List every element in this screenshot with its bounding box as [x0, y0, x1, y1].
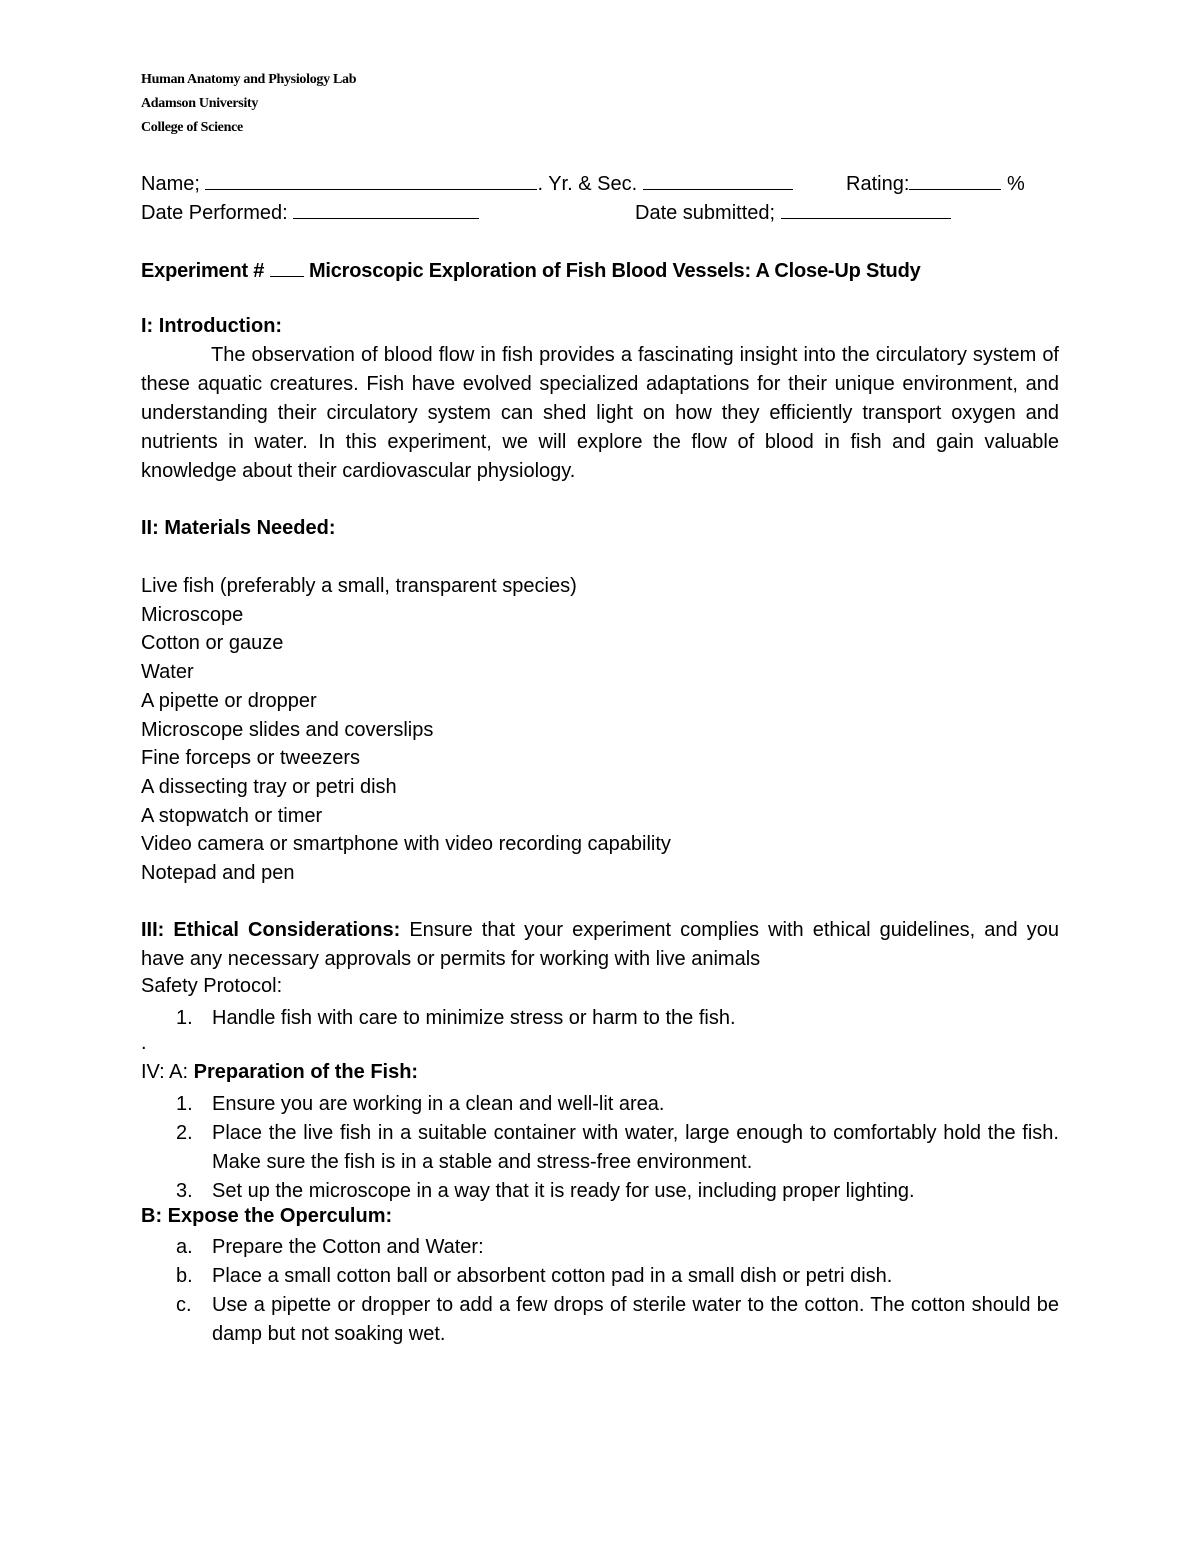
material-item: Cotton or gauze [141, 632, 284, 655]
date-submitted-blank [781, 200, 951, 219]
list-marker: b. [176, 1265, 193, 1287]
prep-list [141, 1090, 1059, 1206]
header-course: Human Anatomy and Physiology Lab [141, 72, 357, 87]
list-marker: 3. [176, 1180, 193, 1202]
experiment-prefix: Experiment # [141, 260, 265, 282]
list-item-text: Prepare the Cotton and Water: [212, 1236, 484, 1258]
intro-heading: I: Introduction: [141, 315, 283, 337]
experiment-number-blank [270, 258, 304, 277]
material-item: Live fish (preferably a small, transparent species) [141, 575, 577, 597]
ethics-body: Ensure that your experiment complies with ethical guidelines, and you have any necessary approvals or permits for working with live animals [141, 919, 1059, 970]
material-item: Microscope slides and coverslips [141, 718, 434, 741]
material-item: Video camera or smartphone with video recording capability [141, 833, 671, 856]
list-item-text: Use a pipette or dropper to add a few drops of sterile water to the cotton. The cotton should be damp but not soaking wet. [212, 1294, 1059, 1345]
material-item: Water [141, 661, 194, 684]
rating-suffix: % [1006, 173, 1025, 195]
experiment-title [141, 258, 921, 283]
list-item-text: Ensure you are working in a clean and well-lit area. [212, 1093, 665, 1115]
list-marker: 1. [176, 1093, 193, 1115]
ethics-paragraph [141, 916, 1059, 974]
list-item-text: Place a small cotton ball or absorbent cotton pad in a small dish or petri dish. [212, 1265, 893, 1287]
name-field [141, 171, 793, 196]
rating-field [846, 171, 1025, 196]
prep-heading [141, 1061, 418, 1084]
prep-heading-text: Preparation of the Fish: [193, 1061, 419, 1083]
list-item [141, 1291, 1059, 1349]
rating-blank [909, 171, 1001, 190]
name-label: Name; [141, 173, 200, 195]
safety-list [141, 1004, 1059, 1033]
list-marker: c. [176, 1294, 192, 1316]
material-item: A stopwatch or timer [141, 804, 323, 827]
list-item [141, 1090, 1059, 1119]
materials-list [141, 572, 671, 888]
intro-body: The observation of blood flow in fish provides a fascinating insight into the circulatory system of these aquatic creatures. Fish have evolved specialized adaptations for their unique environment, and understanding their circulatory system can shed light on how they efficiently transport oxygen and nutrients in water. In this experiment, we will explore the flow of blood in fish and gain valuable knowledge about their cardiovascular physiology. [141, 344, 1059, 482]
name-blank [205, 171, 537, 190]
list-item [141, 1233, 1059, 1262]
yr-sec-blank [643, 171, 793, 190]
list-marker: 2. [176, 1122, 193, 1144]
list-item [141, 1004, 1059, 1033]
operculum-list [141, 1233, 1059, 1349]
safety-protocol-label: Safety Protocol: [141, 975, 283, 997]
list-item [141, 1119, 1059, 1177]
experiment-title-text: Microscopic Exploration of Fish Blood Vessels: A Close-Up Study [308, 260, 921, 282]
list-item [141, 1177, 1059, 1206]
date-performed-blank [293, 200, 479, 219]
material-item: Fine forceps or tweezers [141, 747, 360, 770]
stray-dot: . [141, 1032, 147, 1054]
date-performed-label: Date Performed: [141, 202, 288, 224]
material-item: A pipette or dropper [141, 689, 317, 712]
list-marker: 1. [176, 1007, 193, 1029]
rating-label: Rating: [846, 173, 910, 195]
list-item-text: Handle fish with care to minimize stress or harm to the fish. [212, 1007, 736, 1029]
prep-heading-prefix: IV: A: [141, 1061, 189, 1083]
list-item-text: Place the live fish in a suitable container with water, large enough to comfortably hold the fish. Make sure the fish is in a stable and stress-free environment. [212, 1122, 1059, 1173]
operculum-heading: B: Expose the Operculum: [141, 1205, 393, 1227]
date-performed-field [141, 200, 479, 225]
material-item: Microscope [141, 603, 244, 626]
header-college: College of Science [141, 120, 243, 135]
yr-sec-label: . Yr. & Sec. [537, 173, 638, 195]
list-item-text: Set up the microscope in a way that it is ready for use, including proper lighting. [212, 1180, 915, 1202]
date-submitted-label: Date submitted; [635, 202, 776, 224]
ethics-heading: III: Ethical Considerations: [141, 919, 401, 941]
list-item [141, 1262, 1059, 1291]
list-marker: a. [176, 1236, 193, 1258]
date-submitted-field [635, 200, 951, 225]
header-university: Adamson University [141, 96, 259, 111]
material-item: A dissecting tray or petri dish [141, 775, 397, 798]
material-item: Notepad and pen [141, 862, 295, 885]
materials-heading: II: Materials Needed: [141, 517, 336, 539]
